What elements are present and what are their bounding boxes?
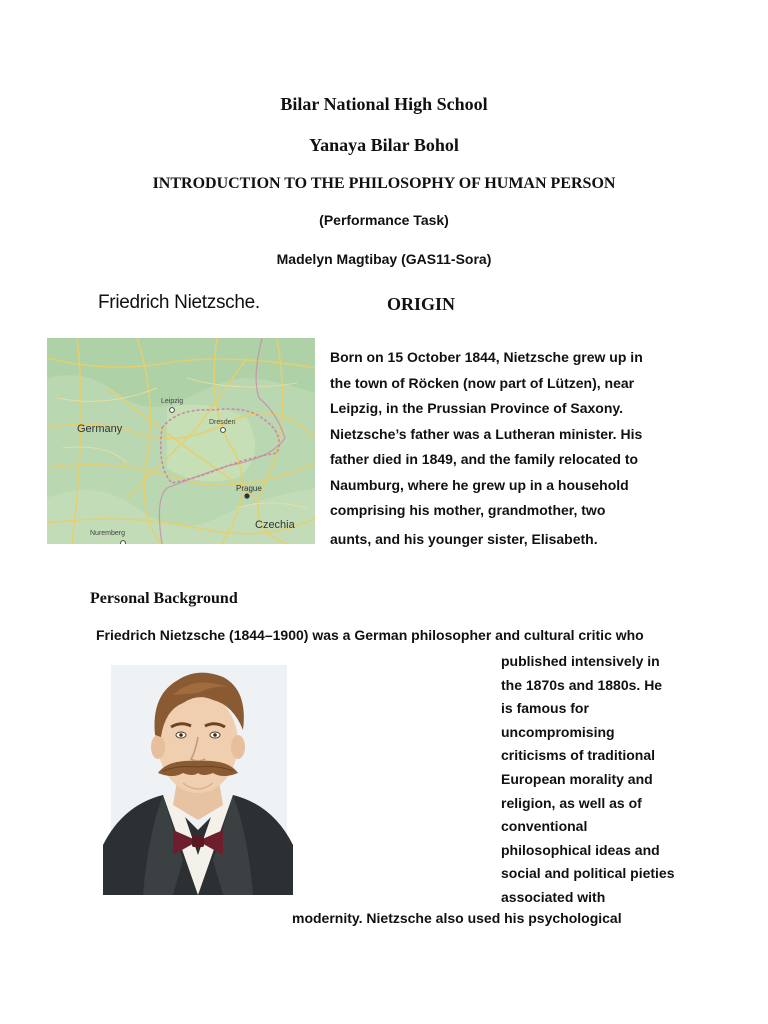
origin-line: Nietzsche’s father was a Lutheran minister. His — [330, 425, 643, 442]
task-label: (Performance Task) — [319, 212, 449, 228]
map-label-prague: Prague — [236, 484, 262, 493]
origin-paragraph — [330, 345, 690, 552]
origin-line: father died in 1849, and the family relocated to — [330, 451, 639, 467]
background-line: criticisms of traditional — [501, 747, 656, 764]
philosopher-name-heading: Friedrich Nietzsche. — [98, 292, 260, 313]
personal-background-heading: Personal Background — [90, 590, 238, 607]
portrait-svg — [103, 655, 293, 895]
school-name: Bilar National High School — [280, 94, 488, 114]
background-line: uncompromising — [501, 723, 615, 740]
background-line: European morality and — [501, 770, 653, 787]
origin-line: Naumburg, where he grew up in a household — [330, 476, 629, 493]
background-line: religion, as well as of — [501, 794, 642, 811]
background-line: social and political pieties — [501, 865, 675, 882]
origin-line: Leipzig, in the Prussian Province of Saxony. — [330, 400, 624, 416]
background-first-line: Friedrich Nietzsche (1844–1900) was a German philosopher and cultural critic who — [96, 627, 644, 643]
origin-line: aunts, and his younger sister, Elisabeth. — [330, 530, 598, 547]
map-label-nuremberg: Nuremberg — [90, 530, 126, 537]
subject-title: INTRODUCTION TO THE PHILOSOPHY OF HUMAN PERSON — [152, 175, 616, 192]
school-location: Yanaya Bilar Bohol — [309, 135, 459, 155]
origin-line: comprising his mother, grandmother, two — [330, 502, 606, 518]
student-name: Madelyn Magtibay (GAS11-Sora) — [276, 251, 492, 267]
origin-line: Born on 15 October 1844, Nietzsche grew up in — [330, 349, 643, 365]
map-label-germany: Germany — [77, 423, 123, 435]
map-image — [47, 338, 315, 544]
background-last-line: modernity. Nietzsche also used his psychological — [292, 910, 622, 926]
map-label-leipzig: Leipzig — [161, 398, 184, 405]
origin-heading: ORIGIN — [387, 294, 456, 314]
background-line: published intensively in — [501, 653, 660, 669]
map-label-dresden: Dresden — [209, 419, 236, 426]
background-line: the 1870s and 1880s. He — [501, 676, 663, 693]
background-line: conventional — [501, 818, 588, 835]
portrait-illustration — [103, 655, 293, 895]
background-column — [501, 650, 686, 910]
background-line: is famous for — [501, 700, 589, 717]
background-line: philosophical ideas and — [501, 841, 660, 858]
origin-line: the town of Röcken (now part of Lützen), near — [330, 374, 635, 391]
map-svg — [47, 338, 315, 544]
map-label-czechia: Czechia — [255, 519, 295, 531]
background-line: associated with — [501, 888, 606, 905]
